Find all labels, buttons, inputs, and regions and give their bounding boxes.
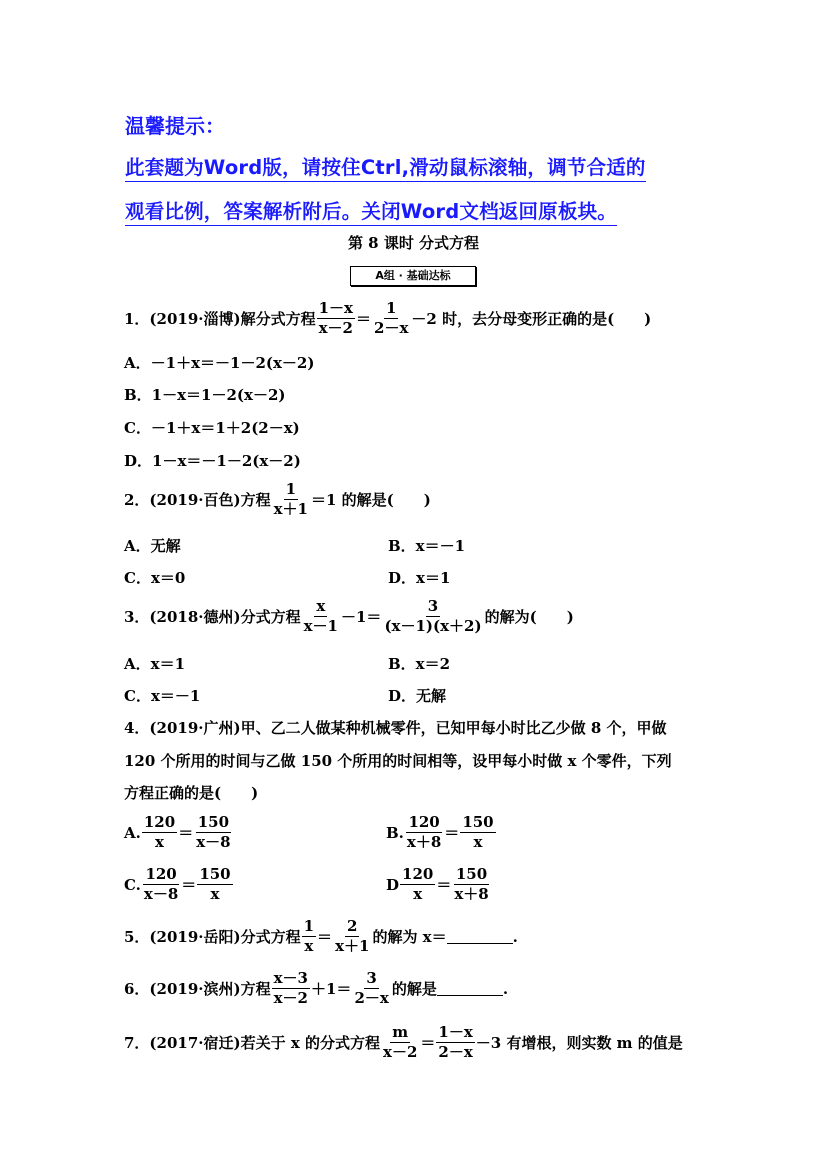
q4-line-3: 方程正确的是( ) bbox=[124, 784, 259, 802]
q2-f-num: 1 bbox=[285, 480, 297, 498]
q5-f1-den: x bbox=[304, 937, 314, 955]
q1-fraction-1 bbox=[317, 300, 355, 337]
q2-option-c: C．x＝0 bbox=[124, 569, 186, 587]
q4-a-fraction-2 bbox=[194, 814, 232, 851]
q1-f2-num: 1 bbox=[385, 299, 397, 317]
question-3 bbox=[124, 598, 574, 635]
question-7 bbox=[124, 1024, 683, 1061]
q5-fraction-1 bbox=[302, 918, 316, 955]
q4-b-f2-num: 150 bbox=[462, 813, 494, 831]
q3-fraction-1 bbox=[302, 598, 340, 635]
q6-f1-den: x－2 bbox=[273, 989, 308, 1007]
q1-f2-den: 2－x bbox=[374, 319, 409, 337]
q6-end: . bbox=[502, 979, 509, 998]
q5-fraction-2 bbox=[333, 918, 371, 955]
q4-c-f1-num: 120 bbox=[145, 865, 177, 883]
q4-a-label: A. bbox=[124, 823, 141, 842]
question-1 bbox=[124, 300, 651, 337]
q1-option-d: D．1－x＝－1－2(x－2) bbox=[124, 452, 301, 470]
q5-stem: 5．(2019·岳阳)分式方程 bbox=[124, 928, 301, 946]
q6-f1-num: x－3 bbox=[273, 969, 308, 987]
q7-equals: ＝ bbox=[420, 1034, 436, 1052]
q4-b-label: B. bbox=[386, 823, 404, 842]
q3-f1-num: x bbox=[316, 597, 326, 615]
q1-fraction-2 bbox=[372, 300, 410, 337]
q6-tail: 的解是 bbox=[391, 980, 437, 998]
q5-end: . bbox=[512, 927, 518, 946]
notice-title: 温馨提示： bbox=[125, 114, 225, 138]
q4-c-fraction-1 bbox=[142, 866, 180, 903]
q4-d-f1-den: x bbox=[413, 885, 423, 903]
q6-fraction-2 bbox=[352, 970, 390, 1007]
q4-c-label: C. bbox=[124, 875, 141, 894]
q2-option-b: B．x＝－1 bbox=[388, 537, 466, 555]
q7-fraction-1 bbox=[381, 1024, 419, 1061]
q1-f1-den: x－2 bbox=[318, 319, 353, 337]
q6-stem: 6．(2019·滨州)方程 bbox=[124, 980, 271, 998]
notice-line-2: 观看比例，答案解析附后。关闭Word文档返回原板块。 bbox=[125, 196, 617, 226]
q4-d-f1-num: 120 bbox=[402, 865, 434, 883]
q5-f2-den: x＋1 bbox=[335, 937, 370, 955]
q4-a-fraction-1 bbox=[142, 814, 177, 851]
q4-option-b bbox=[386, 814, 497, 851]
q4-c-f2-den: x bbox=[210, 885, 220, 903]
q7-f1-den: x－2 bbox=[383, 1043, 418, 1061]
q3-option-b: B．x＝2 bbox=[388, 655, 451, 673]
question-6 bbox=[124, 970, 508, 1007]
q2-tail: ＝1 的解是( ) bbox=[311, 491, 431, 509]
q2-option-a: A．无解 bbox=[124, 537, 181, 555]
q3-fraction-2 bbox=[382, 598, 483, 635]
q6-f2-den: 2－x bbox=[354, 989, 389, 1007]
q4-d-f2-num: 150 bbox=[455, 865, 488, 883]
q4-a-equals: ＝ bbox=[178, 824, 194, 842]
q5-answer-blank bbox=[447, 929, 513, 944]
q4-line-2: 120 个所用的时间与乙做 150 个所用的时间相等，设甲每小时做 x 个零件，下列 bbox=[124, 752, 672, 770]
q3-option-c: C．x＝－1 bbox=[124, 687, 201, 705]
q3-option-d: D．无解 bbox=[388, 687, 447, 705]
q4-a-f2-num: 150 bbox=[197, 813, 230, 831]
q3-middle: －1＝ bbox=[341, 608, 382, 626]
q4-option-a bbox=[124, 814, 234, 851]
q4-d-fraction-1 bbox=[400, 866, 435, 903]
q3-f2-num: 3 bbox=[427, 597, 439, 615]
q7-fraction-2 bbox=[436, 1024, 474, 1061]
q4-b-fraction-2 bbox=[460, 814, 495, 851]
q2-stem: 2．(2019·百色)方程 bbox=[124, 491, 271, 509]
q4-b-f2-den: x bbox=[473, 833, 483, 851]
q3-option-a: A．x＝1 bbox=[124, 655, 186, 673]
q1-option-a: A．－1＋x＝－1－2(x－2) bbox=[124, 354, 315, 372]
q4-d-fraction-2 bbox=[452, 866, 490, 903]
q3-f2-den: (x－1)(x＋2) bbox=[384, 617, 482, 635]
q7-tail: －3 有增根，则实数 m 的值是 bbox=[475, 1034, 683, 1052]
q4-b-equals: ＝ bbox=[444, 824, 460, 842]
q6-fraction-1 bbox=[272, 970, 310, 1007]
q4-a-f1-num: 120 bbox=[143, 813, 176, 831]
q6-middle: ＋1＝ bbox=[311, 980, 352, 998]
q4-a-f1-den: x bbox=[155, 833, 164, 851]
question-5 bbox=[124, 918, 518, 955]
q5-tail: 的解为 x＝ bbox=[372, 928, 447, 946]
q3-f1-den: x－1 bbox=[303, 617, 338, 635]
q1-tail: －2 时，去分母变形正确的是( ) bbox=[411, 310, 652, 328]
q7-f2-num: 1－x bbox=[438, 1023, 473, 1041]
q7-stem: 7．(2017·宿迁)若关于 x 的分式方程 bbox=[124, 1034, 380, 1052]
q1-f1-num: 1－x bbox=[318, 299, 353, 317]
q4-c-f1-den: x－8 bbox=[143, 885, 179, 903]
q4-b-f1-num: 120 bbox=[408, 813, 440, 831]
q4-a-f2-den: x－8 bbox=[196, 833, 231, 851]
q4-line-1: 4．(2019·广州)甲、乙二人做某种机械零件，已知甲每小时比乙少做 8 个，甲做 bbox=[124, 719, 667, 737]
q4-d-label: D bbox=[386, 875, 400, 894]
question-2 bbox=[124, 481, 431, 518]
q3-stem: 3．(2018·德州)分式方程 bbox=[124, 608, 301, 626]
q1-option-c: C．－1＋x＝1＋2(2－x) bbox=[124, 419, 300, 437]
q4-b-f1-den: x＋8 bbox=[406, 833, 442, 851]
q5-equals: ＝ bbox=[317, 928, 333, 946]
q5-f1-num: 1 bbox=[303, 917, 315, 935]
q6-f2-num: 3 bbox=[366, 969, 377, 987]
q2-fraction bbox=[272, 481, 310, 518]
q1-option-b: B．1－x＝1－2(x－2) bbox=[124, 386, 286, 404]
q1-stem: 1．(2019·淄博)解分式方程 bbox=[124, 310, 316, 328]
q4-b-fraction-1 bbox=[405, 814, 443, 851]
notice-line-1: 此套题为Word版，请按住Ctrl,滑动鼠标滚轴，调节合适的 bbox=[125, 152, 646, 182]
q4-d-equals: ＝ bbox=[436, 876, 452, 894]
q2-f-den: x＋1 bbox=[273, 500, 308, 518]
q1-equals: ＝ bbox=[356, 310, 372, 328]
q6-answer-blank bbox=[437, 981, 503, 996]
q4-option-c bbox=[124, 866, 234, 903]
q7-f1-num: m bbox=[392, 1023, 409, 1041]
lesson-title: 第 8 课时 分式方程 bbox=[347, 234, 480, 252]
q4-d-f2-den: x＋8 bbox=[454, 885, 489, 903]
q5-f2-num: 2 bbox=[347, 917, 358, 935]
q3-tail: 的解为( ) bbox=[484, 608, 574, 626]
group-badge: A组 · 基础达标 bbox=[350, 266, 476, 286]
q4-c-fraction-2 bbox=[197, 866, 232, 903]
q7-f2-den: 2－x bbox=[438, 1043, 473, 1061]
q4-c-f2-num: 150 bbox=[199, 865, 231, 883]
q4-c-equals: ＝ bbox=[181, 876, 197, 894]
q4-option-d bbox=[386, 866, 492, 903]
q2-option-d: D．x＝1 bbox=[388, 569, 451, 587]
